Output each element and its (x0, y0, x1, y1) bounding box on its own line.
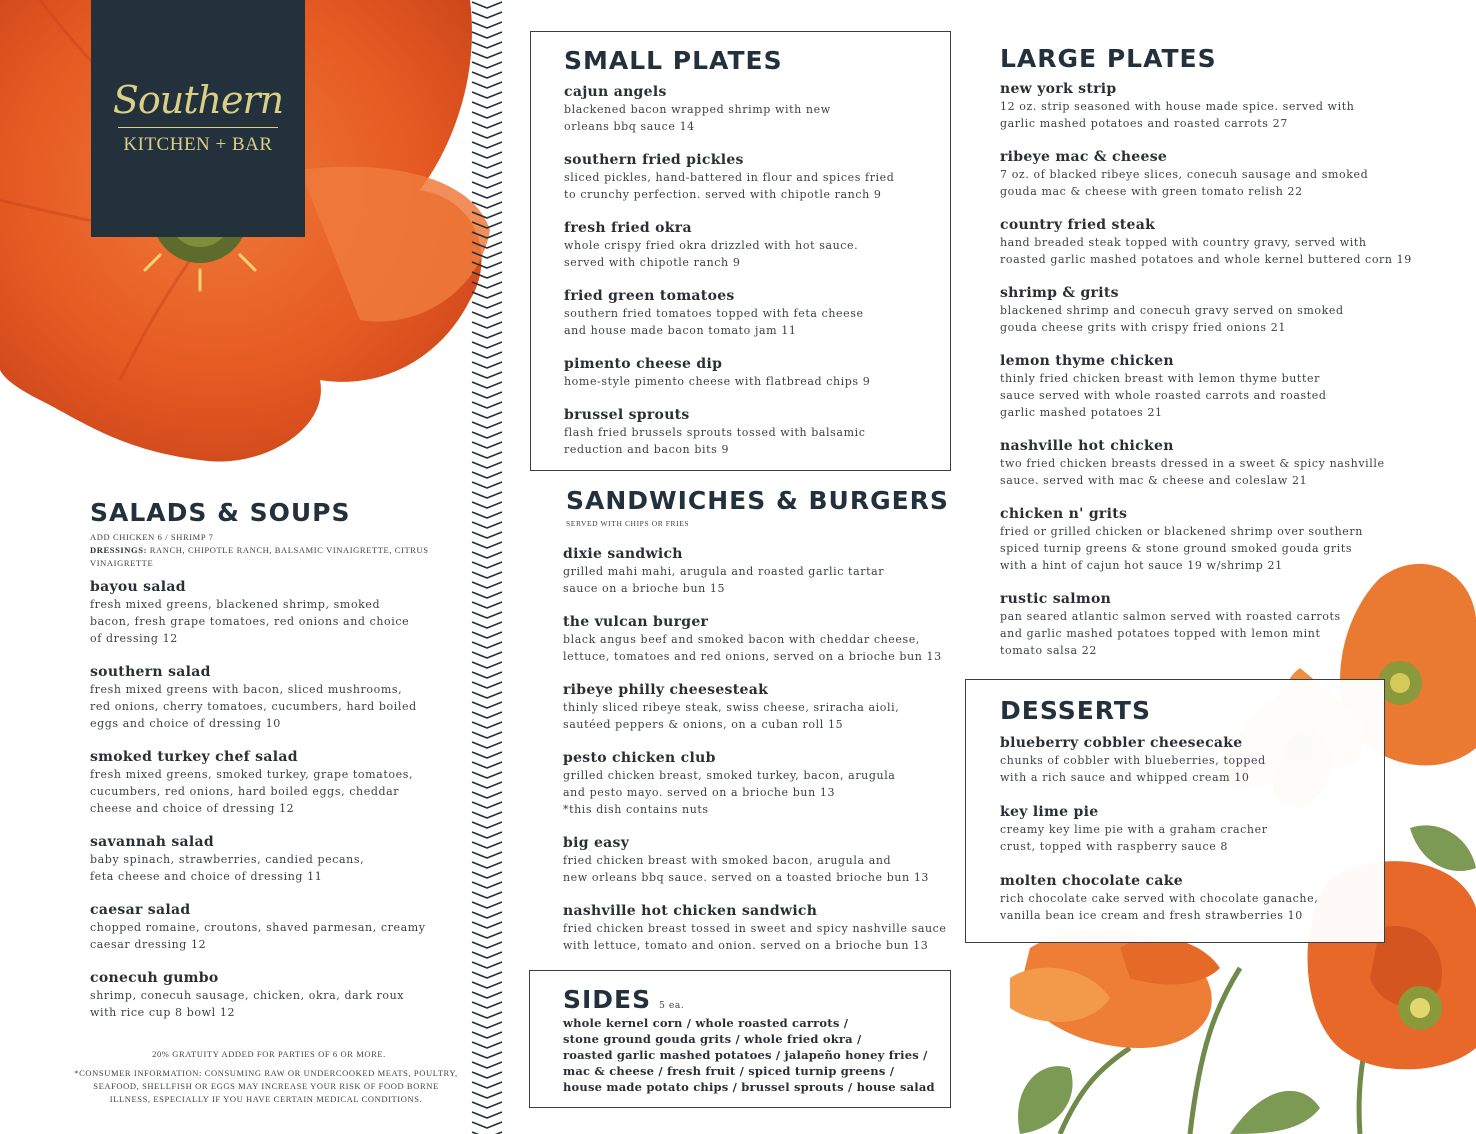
sides-price: 5 ea. (659, 1001, 685, 1011)
item-name: big easy (563, 835, 630, 851)
salads-dressings (90, 544, 460, 570)
large-plate-item (1000, 149, 1368, 200)
small-plate-item (564, 152, 894, 203)
sides-header (563, 987, 684, 1015)
sandwich-item (563, 546, 884, 597)
item-desc: shrimp, conecuh sausage, chicken, okra, dark roux with rice cup 8 bowl 12 (90, 989, 405, 1019)
logo-script-text: Southern (112, 78, 284, 122)
small-plate-item (564, 407, 865, 458)
item-desc: flash fried brussels sprouts tossed with balsamic reduction and bacon bits 9 (564, 426, 866, 456)
item-desc: chopped romaine, croutons, shaved parmesan, creamy caesar dressing 12 (90, 921, 426, 951)
item-desc: baby spinach, strawberries, candied pecans, feta cheese and choice of dressing 11 (90, 853, 365, 883)
item-desc: thinly sliced ribeye steak, swiss cheese, sriracha aioli, sautéed peppers & onions, on a cuban roll 15 (563, 701, 900, 731)
sides-line: house made potato chips / brussel sprouts / house salad (563, 1080, 935, 1094)
item-name: fried green tomatoes (564, 288, 735, 304)
desserts-title: DESSERTS (1000, 696, 1151, 725)
large-plate-item (1000, 353, 1327, 421)
item-name: blueberry cobbler cheesecake (1000, 735, 1243, 751)
item-desc: thinly fried chicken breast with lemon thyme butter sauce served with whole roasted carrots and roasted garlic mashed potatoes 21 (1000, 372, 1327, 419)
item-name: conecuh gumbo (90, 970, 219, 986)
small-plate-item (564, 288, 864, 339)
item-name: lemon thyme chicken (1000, 353, 1174, 369)
salads-section (90, 500, 460, 570)
dressings-label: DRESSINGS: (90, 545, 148, 555)
logo-divider (118, 127, 278, 128)
large-plate-item (1000, 285, 1344, 336)
item-desc: creamy key lime pie with a graham cracher crust, topped with raspberry sauce 8 (1000, 823, 1268, 853)
item-desc: blackened shrimp and conecuh gravy served on smoked gouda cheese grits with crispy fried onions 21 (1000, 304, 1344, 334)
item-name: pesto chicken club (563, 750, 716, 766)
small-plate-item (564, 356, 870, 390)
sides-line: stone ground gouda grits / whole fried okra / (563, 1032, 862, 1046)
large-plate-item (1000, 217, 1412, 268)
sandwiches-subtitle: SERVED WITH CHIPS OR FRIES (566, 519, 690, 528)
item-desc: rich chocolate cake served with chocolate ganache, vanilla bean ice cream and fresh strawberries 10 (1000, 892, 1319, 922)
item-desc: pan seared atlantic salmon served with roasted carrots and garlic mashed potatoes topped with lemon mint tomato salsa 22 (1000, 610, 1341, 657)
item-desc: fresh mixed greens with bacon, sliced mushrooms, red onions, cherry tomatoes, cucumbers, hard boiled eggs and choice of dressing 10 (90, 683, 417, 730)
item-desc: grilled mahi mahi, arugula and roasted garlic tartar sauce on a brioche bun 15 (563, 565, 885, 595)
item-name: new york strip (1000, 81, 1117, 97)
sandwich-item (563, 903, 947, 954)
item-desc: chunks of cobbler with blueberries, topped with a rich sauce and whipped cream 10 (1000, 754, 1266, 784)
item-name: country fried steak (1000, 217, 1156, 233)
item-name: shrimp & grits (1000, 285, 1119, 301)
item-name: fresh fried okra (564, 220, 692, 236)
item-desc: whole crispy fried okra drizzled with hot sauce. served with chipotle ranch 9 (564, 239, 859, 269)
item-name: chicken n' grits (1000, 506, 1128, 522)
large-plates-title: LARGE PLATES (1000, 44, 1217, 73)
salad-item (90, 579, 409, 647)
sides-line: roasted garlic mashed potatoes / jalapeño honey fries / (563, 1048, 928, 1062)
dessert-item (1000, 735, 1266, 786)
small-plate-item (564, 84, 831, 135)
small-plates-box (530, 31, 951, 471)
item-desc: black angus beef and smoked bacon with cheddar cheese, lettuce, tomatoes and red onions, served on a brioche bun 13 (563, 633, 942, 663)
item-name: the vulcan burger (563, 614, 709, 630)
large-plate-item (1000, 81, 1354, 132)
sandwiches-section (566, 488, 949, 530)
salads-title: SALADS & SOUPS (90, 498, 351, 527)
large-plate-item (1000, 438, 1385, 489)
item-name: smoked turkey chef salad (90, 749, 298, 765)
salads-add-on: ADD CHICKEN 6 / SHRIMP 7 (90, 532, 214, 542)
item-desc: fried chicken breast tossed in sweet and spicy nashville sauce with lettuce, tomato and onion. served on a brioche bun 13 (563, 922, 947, 952)
sandwich-item (563, 614, 942, 665)
item-desc: fresh mixed greens, blackened shrimp, smoked bacon, fresh grape tomatoes, red onions and choice of dressing 12 (90, 598, 410, 645)
sides-box (529, 970, 951, 1108)
item-name: key lime pie (1000, 804, 1099, 820)
item-name: ribeye philly cheesesteak (563, 682, 769, 698)
item-desc: southern fried tomatoes topped with feta cheese and house made bacon tomato jam 11 (564, 307, 864, 337)
item-name: nashville hot chicken sandwich (563, 903, 818, 919)
salad-item (90, 970, 404, 1021)
item-name: dixie sandwich (563, 546, 683, 562)
sides-line: mac & cheese / fresh fruit / spiced turnip greens / (563, 1064, 895, 1078)
item-desc: fried or grilled chicken or blackened shrimp over southern spiced turnip greens & stone ground smoked gouda grits with a hint of cajun hot sauce 19 w/shrimp 21 (1000, 525, 1363, 572)
small-plate-item (564, 220, 858, 271)
small-plates-title: SMALL PLATES (564, 46, 783, 75)
item-desc: 12 oz. strip seasoned with house made spice. served with garlic mashed potatoes and roasted carrots 27 (1000, 100, 1355, 130)
item-name: nashville hot chicken (1000, 438, 1174, 454)
salad-item (90, 834, 364, 885)
consumer-warning: *CONSUMER INFORMATION: CONSUMING RAW OR UNDERCOOKED MEATS, POULTRY, SEAFOOD, SHELLFISH OR EGGS MAY INCREASE YOUR RISK OF FOOD BORNE ILLNESS, ESPECIALLY IF YOU HAVE CERTAIN MEDICAL CONDITIONS. (74, 1068, 458, 1104)
item-desc: fried chicken breast with smoked bacon, arugula and new orleans bbq sauce. served on a toasted brioche bun 13 (563, 854, 930, 884)
item-desc: hand breaded steak topped with country gravy, served with roasted garlic mashed potatoes and whole kernel buttered corn 19 (1000, 236, 1412, 266)
item-desc: grilled chicken breast, smoked turkey, bacon, arugula and pesto mayo. served on a brioche bun 13 *this dish contains nuts (563, 769, 896, 816)
item-name: molten chocolate cake (1000, 873, 1183, 889)
item-desc: fresh mixed greens, smoked turkey, grape tomatoes, cucumbers, red onions, hard boiled eggs, cheddar cheese and choice of dressing 12 (90, 768, 414, 815)
item-desc: 7 oz. of blacked ribeye slices, conecuh sausage and smoked gouda mac & cheese with green tomato relish 22 (1000, 168, 1369, 198)
item-name: brussel sprouts (564, 407, 690, 423)
salad-item (90, 664, 417, 732)
desserts-box (965, 679, 1385, 943)
logo-subtitle: KITCHEN + BAR (123, 134, 273, 155)
sides-line: whole kernel corn / whole roasted carrots / (563, 1016, 849, 1030)
dessert-item (1000, 873, 1318, 924)
item-desc: two fried chicken breasts dressed in a sweet & spicy nashville sauce. served with mac & cheese and coleslaw 21 (1000, 457, 1385, 487)
item-name: caesar salad (90, 902, 191, 918)
sandwiches-title: SANDWICHES & BURGERS (566, 486, 949, 515)
brand-logo (91, 0, 305, 237)
item-desc: sliced pickles, hand-battered in flour and spices fried to crunchy perfection. served with chipotle ranch 9 (564, 171, 895, 201)
item-desc: home-style pimento cheese with flatbread chips 9 (564, 375, 871, 388)
item-name: pimento cheese dip (564, 356, 723, 372)
item-desc: blackened bacon wrapped shrimp with new orleans bbq sauce 14 (564, 103, 831, 133)
gratuity-note: 20% GRATUITY ADDED FOR PARTIES OF 6 OR MORE. (152, 1049, 386, 1059)
item-name: ribeye mac & cheese (1000, 149, 1168, 165)
sides-title: SIDES (563, 985, 652, 1014)
salad-item (90, 902, 426, 953)
item-name: southern fried pickles (564, 152, 744, 168)
dressings-list: RANCH, CHIPOTLE RANCH, BALSAMIC VINAIGRETTE, CITRUS VINAIGRETTE (90, 545, 429, 568)
chevron-divider (470, 0, 504, 1134)
sandwich-item (563, 835, 929, 886)
item-name: savannah salad (90, 834, 214, 850)
item-name: rustic salmon (1000, 591, 1112, 607)
item-name: southern salad (90, 664, 211, 680)
dessert-item (1000, 804, 1268, 855)
item-name: cajun angels (564, 84, 667, 100)
sides-list (563, 1015, 935, 1095)
item-name: bayou salad (90, 579, 186, 595)
sandwich-item (563, 682, 899, 733)
sandwich-item (563, 750, 895, 818)
salad-item (90, 749, 413, 817)
